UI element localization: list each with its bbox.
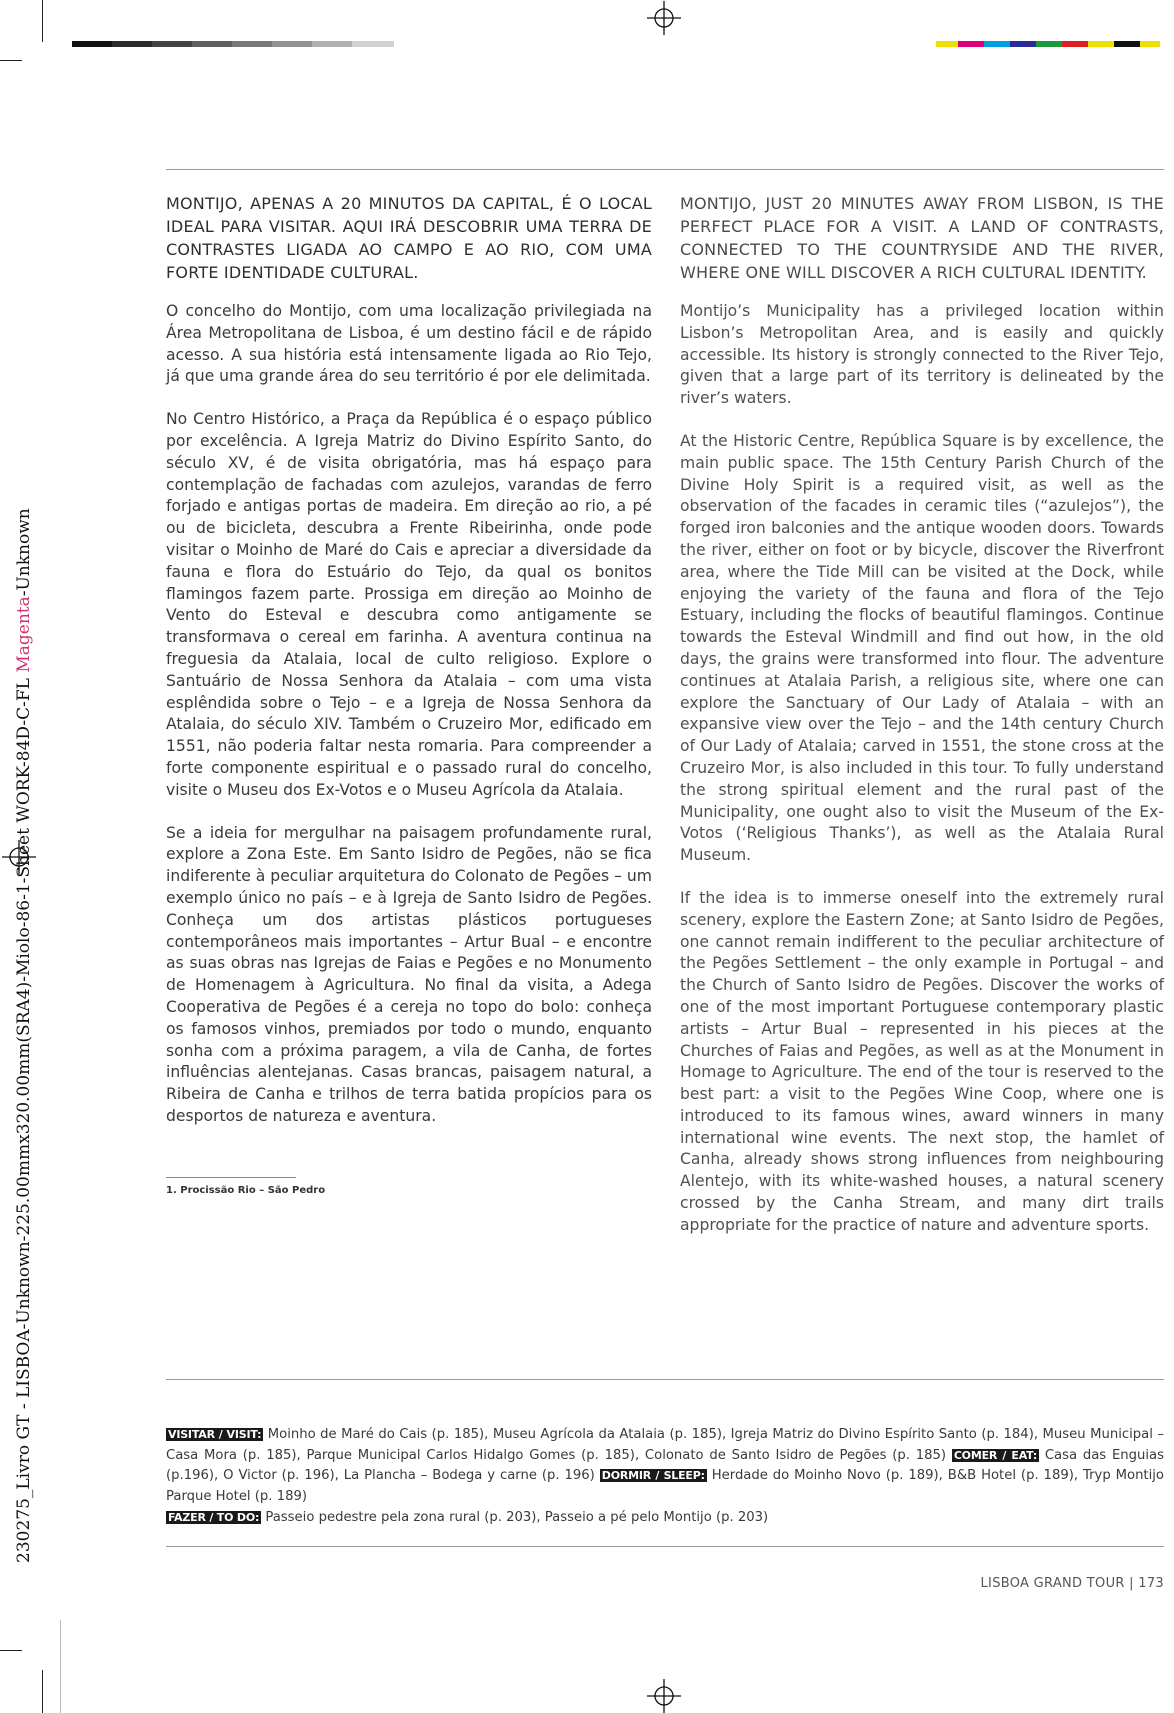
listings-top-rule <box>166 1379 1164 1380</box>
todo-tag: FAZER / TO DO: <box>168 1510 260 1524</box>
column-english <box>680 192 1164 1258</box>
eat-tag: COMER / EAT: <box>953 1448 1038 1462</box>
eat-list: Casa das Enguias (p.196), O Victor (p. 196), La Plancha – Bodega y carne (p. 196) <box>166 1447 1164 1484</box>
crop-mark <box>42 1670 43 1713</box>
registration-mark-icon <box>647 1679 681 1713</box>
registration-mark-icon <box>647 1 681 35</box>
crop-mark <box>0 60 22 61</box>
crop-mark <box>42 0 43 42</box>
grayscale-bar <box>72 41 394 47</box>
lead-paragraph-pt: MONTIJO, APENAS A 20 MINUTOS DA CAPITAL, É O LOCAL IDEAL PARA VISITAR. AQUI IRÁ DESCOBRIR UMA TERRA DE CONTRASTES LIGADA AO CAMPO E AO RIO, COM UMA FORTE IDENTIDADE CULTURAL. <box>166 194 652 282</box>
body-paragraph-pt: O concelho do Montijo, com uma localização privilegiada na Área Metropolitana de Lisboa, é um destino fácil e de rápido acesso. A sua história está intensamente ligada ao Rio Tejo, já que uma grande área do seu território é por ele delimitada. <box>166 302 652 386</box>
body-paragraph-en: Montijo’s Municipality has a privileged location within Lisbon’s Metropolitan Area, and is easily and quickly accessible. Its history is strongly connected to the River Tejo, given that a large part of its territory is delineated by the river’s waters. <box>680 302 1164 408</box>
body-paragraph-pt: No Centro Histórico, a Praça da República é o espaço público por excelência. A Igreja Matriz do Divino Espírito Santo, do século XV, é de visita obrigatória, mas há espaço para contemplação de fachadas com azulejos, varandas de ferro forjado e antigas portas de madeira. Em direção ao rio, a pé ou de bicicleta, descubra a Frente Ribeirinha, onde pode visitar o Moinho de Maré do Cais e apreciar a diversidade da fauna e flora do Estuário do Tejo, da qual os bonitos flamingos fazem parte. Prossiga em direção ao Moinho de Vento do Esteval e descubra como antigamente se transformava o cereal em farinha. A aventura continua na freguesia da Atalaia, local de culto religioso. Explore o Santuário de Nossa Senhora da Atalaia – com uma vista esplêndida sobre o Tejo – e a Igreja de Nossa Senhora da Atalaia, do século XIV. Também o Cruzeiro Mor, edificado em 1551, não poderia faltar nesta romaria. Para compreender a forte componente espiritual e o passado rural do concelho, visite o Museu dos Ex-Votos e o Museu Agrícola da Atalaia. <box>166 410 652 799</box>
body-paragraph-pt: Se a ideia for mergulhar na paisagem profundamente rural, explore a Zona Este. Em Santo Isidro de Pegões, não se fica indiferente à peculiar arquitetura do Colonato de Pegões – um exemplo único no país – e à Igreja de Santo Isidro de Pegões. Conheça um dos artistas plásticos portugueses contemporâneos mais importantes – Artur Bual – e encontre as suas obras nas Igrejas de Faias e Pegões e no Monumento de Homenagem à Agricultura. No final da visita, a Adega Cooperativa de Pegões é a cereja no topo do bolo: conheça os famosos vinhos, premiados por todo o mundo, enquanto sonha com a próxima paragem, a vila de Canha, de fortes influências alentejanas. Casas brancas, paisagem natural, a Ribeira de Canha e trilhos de terra batida propícios para os desportos de natureza e aventura. <box>166 823 652 1125</box>
sleep-list: Herdade do Moinho Novo (p. 189), B&B Hotel (p. 189), Tryp Montijo Parque Hotel (p. 189) <box>166 1468 1164 1505</box>
footer-separator: | <box>1124 1576 1139 1591</box>
top-rule <box>166 169 1164 170</box>
listings-bottom-rule <box>166 1546 1164 1547</box>
visit-tag: VISITAR / VISIT: <box>168 1428 262 1441</box>
color-bar <box>936 41 1160 47</box>
listings-block <box>166 1425 1164 1529</box>
sleep-tag: DORMIR / SLEEP: <box>601 1469 705 1483</box>
body-paragraph-en: At the Historic Centre, República Square is by excellence, the main public space. The 15th Century Parish Church of the Divine Holy Spirit is a required visit, as well as the observation of the facades in ceramic tiles (“azulejos”), the forged iron balconies and the antique wooden doors. Towards the river, either on foot or by bicycle, discover the Riverfront area, where the Tide Mill can be visited at the Dock, while enjoying the variety of the fauna and flora of the Tejo Estuary, including the flocks of beautiful flamingos. Continue towards the Esteval Windmill and find out how, in the old days, the grains were transformed into flour. The adventure continues at Atalaia Parish, a religious site, where one can explore the Sanctuary of Our Lady of Atalaia – with an expansive view over the Tejo – and the 14th century Church of Our Lady of Atalaia; carved in 1551, the stone cross at the Cruzeiro Mor, is also included in this tour. To fully understand the strong spiritual element and the rural past of the Municipality, one ought also to visit the Museum of the Ex-Votos (‘Religious Thanks’), as well as the Atalaia Rural Museum. <box>680 431 1164 865</box>
visit-list: Moinho de Maré do Cais (p. 185), Museu Agrícola da Atalaia (p. 185), Igreja Matriz do Divino Espírito Santo (p. 184), Museu Municipal – Casa Mora (p. 185), Parque Municipal Carlos Hidalgo Gomes (p. 185), Colonato de Santo Isidro de Pegões (p. 185) <box>166 1427 1164 1463</box>
footnote-rule <box>166 1177 296 1178</box>
todo-list: Passeio pedestre pela zona rural (p. 203), Passeio a pé pelo Montijo (p. 203) <box>261 1509 769 1525</box>
page-footer <box>981 1576 1164 1591</box>
crop-mark <box>0 1650 22 1651</box>
page-number: 173 <box>1138 1576 1164 1591</box>
lead-paragraph-en: MONTIJO, JUST 20 MINUTES AWAY FROM LISBON, IS THE PERFECT PLACE FOR A VISIT. A LAND OF CONTRASTS, CONNECTED TO THE COUNTRYSIDE AND THE RIVER, WHERE ONE WILL DISCOVER A RICH CULTURAL IDENTITY. <box>680 194 1164 282</box>
crop-mark <box>60 1620 61 1713</box>
body-paragraph-en: If the idea is to immerse oneself into the extremely rural scenery, explore the Eastern Zone; at Santo Isidro de Pegões, one cannot remain indifferent to the peculiar architecture of the Pegões Settlement – the only example in Portugal – and the Church of Santo Isidro de Pegões. Discover the works of one of the most important Portuguese contemporary plastic artists – Artur Bual – represented in his pieces at the Churches of Faias and Pegões, as well as at the Monument in Homage to Agriculture. The end of the tour is reserved to the best part: a visit to the Pegões Wine Coop, where one is introduced to its famous wines, award winners in many international wine events. The next stop, the hamlet of Canha, already shows strong influences from neighbouring Alentejo, with its white-washed houses, a natural scenery crossed by the Canha Stream, and many dirt trails appropriate for the practice of nature and adventure sports. <box>680 888 1164 1234</box>
footnote: 1. Procissão Rio – São Pedro <box>166 1185 326 1196</box>
book-title: LISBOA GRAND TOUR <box>980 1576 1125 1591</box>
column-portuguese <box>166 192 652 1149</box>
printer-slug: 230275_Livro GT - LISBOA-Unknown-225.00mmx320.00mm(SRA4)-Miolo-86-1-Sheet WORK-84D-C-FL Magenta-Unknown <box>14 508 34 1563</box>
